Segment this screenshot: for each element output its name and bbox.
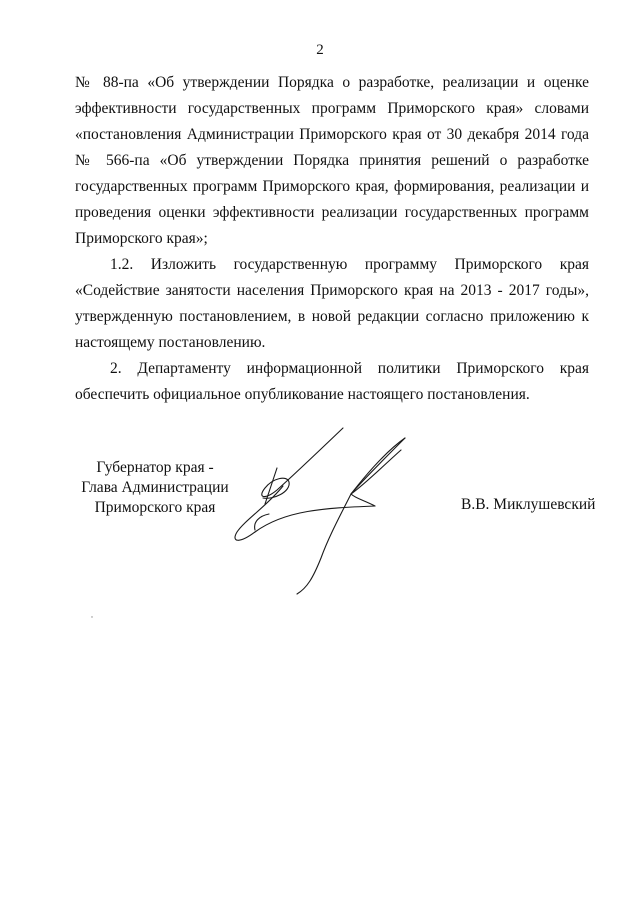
text-line: Приморского края»; bbox=[75, 230, 208, 247]
text-line: обеспечить официальное опубликование настоящего постановления. bbox=[75, 386, 530, 403]
text-line: государственных программ Приморского края, формирования, реализации и bbox=[75, 178, 589, 195]
document-body bbox=[75, 70, 589, 408]
page-number: 2 bbox=[316, 42, 324, 58]
paragraph-1-2 bbox=[75, 252, 589, 356]
text-line: утвержденную постановлением, в новой редакции согласно приложению к bbox=[75, 308, 589, 325]
signatory-name: В.В. Миклушевский bbox=[461, 496, 596, 513]
text-line: 1.2. Изложить государственную программу Приморского края bbox=[110, 256, 589, 273]
signatory-title-line: Губернатор края - bbox=[96, 459, 214, 476]
handwritten-signature bbox=[225, 420, 425, 600]
text-line: «Содействие занятости населения Приморского края на 2013 - 2017 годы», bbox=[75, 282, 589, 299]
text-line: настоящему постановлению. bbox=[75, 334, 266, 351]
text-line: эффективности государственных программ Приморского края» словами bbox=[75, 100, 589, 117]
text-line: № 566-па «Об утверждении Порядка принятия решений о разработке bbox=[75, 152, 589, 169]
signatory-title-line: Приморского края bbox=[94, 499, 216, 516]
scan-speck bbox=[90, 615, 94, 619]
text-line: № 88-па «Об утверждении Порядка о разработке, реализации и оценке bbox=[75, 74, 589, 91]
text-line: «постановления Администрации Приморского края от 30 декабря 2014 года bbox=[75, 126, 589, 143]
signatory-title-line: Глава Администрации bbox=[81, 479, 229, 496]
paragraph-2 bbox=[75, 356, 589, 408]
text-line: 2. Департаменту информационной политики Приморского края bbox=[110, 360, 589, 377]
text-line: проведения оценки эффективности реализации государственных программ bbox=[75, 204, 589, 221]
paragraph-1 bbox=[75, 70, 589, 252]
signatory-title bbox=[75, 458, 235, 518]
